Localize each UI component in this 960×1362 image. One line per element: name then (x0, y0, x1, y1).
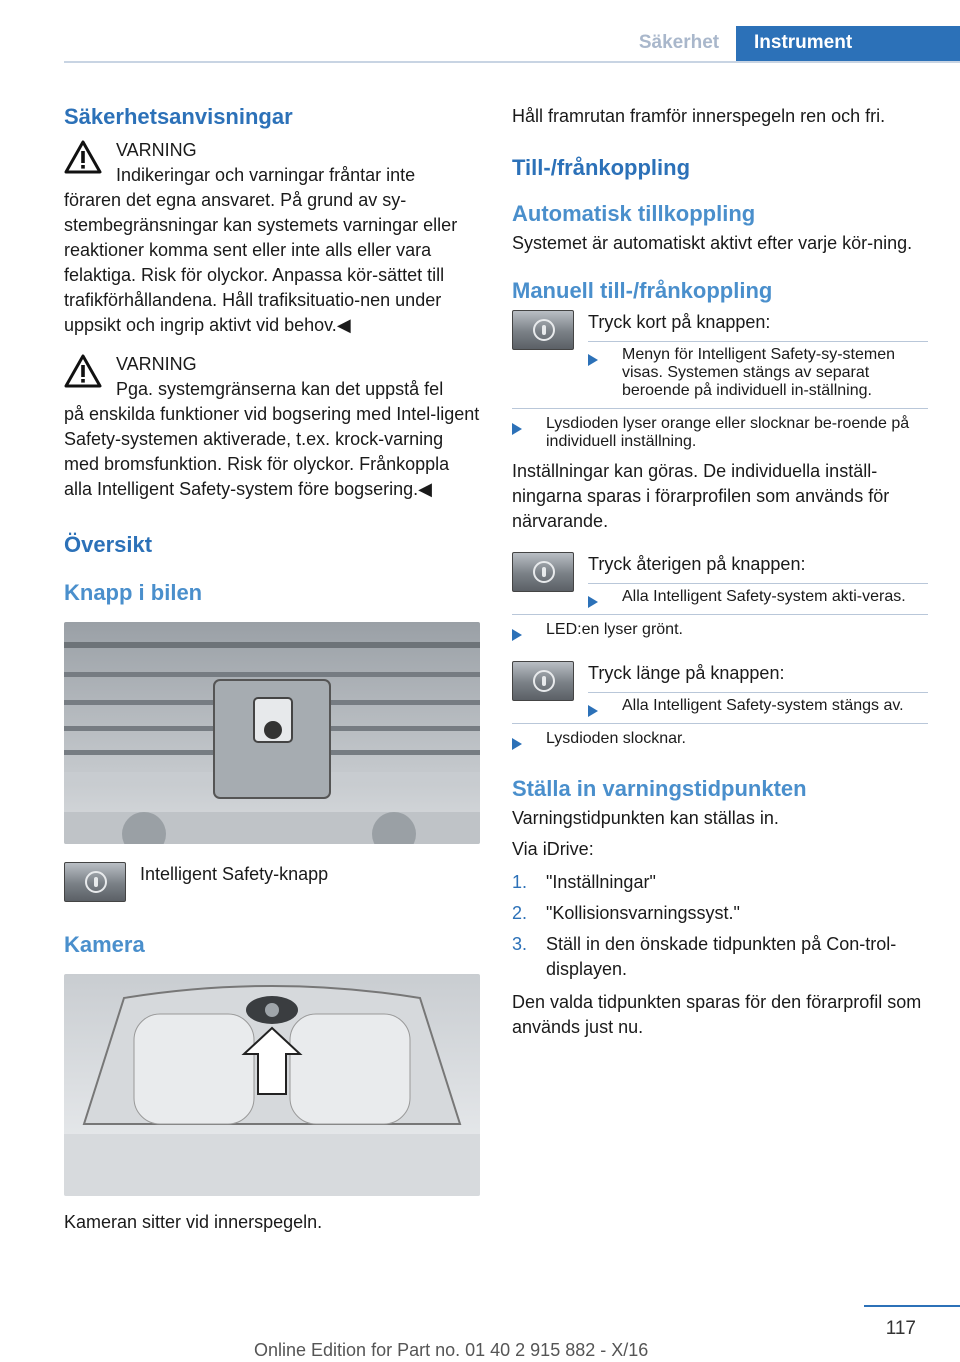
bullet-divider (512, 723, 928, 724)
list-item: Alla Intelligent Safety-system akti-veras. (588, 588, 928, 606)
triangle-bullet-icon (512, 738, 522, 750)
triangle-bullet-icon (512, 629, 522, 641)
press-short-text: Tryck kort på knappen: (588, 312, 771, 332)
triangle-bullet-icon (588, 705, 598, 717)
bullet-divider (512, 408, 928, 409)
press-long-text: Tryck länge på knappen: (588, 663, 785, 683)
settings-text: Inställningar kan göras. De individuella inställ-ningarna sparas i förarprofilen som används för närvarande. (512, 461, 890, 531)
warning-block (64, 352, 480, 502)
auto-text: Systemet är automatiskt aktivt efter varje kör-ning. (512, 233, 913, 253)
warning-triangle-icon (64, 140, 102, 174)
list-item: Menyn för Intelligent Safety-sy-stemen visas. Systemen stängs av separat beroende på individuell in-ställning. (588, 346, 928, 400)
press-again-row (512, 552, 928, 606)
list-item: 2. "Kollisionsvarningssyst." (512, 903, 740, 923)
warning-line: Pga. systemgränserna kan det uppstå fel (116, 379, 444, 399)
tab-instrument: Instrument (736, 26, 960, 62)
list-item: Lysdioden lyser orange eller slocknar be-roende på individuell inställning. (512, 415, 928, 451)
right-column (512, 98, 928, 1040)
intelligent-safety-button-icon (64, 862, 126, 902)
warning-line: Indikeringar och varningar fråntar inte (116, 165, 416, 185)
page-header (0, 0, 960, 62)
dashboard-photo (64, 622, 480, 844)
footer-rule (864, 1305, 960, 1307)
intro-text: Håll framrutan framför innerspegeln ren och fri. (512, 106, 886, 126)
list-item: 1. "Inställningar" (512, 872, 656, 892)
bullet-divider (588, 341, 928, 342)
warning-text: på enskilda funktioner vid bogsering med Intel-ligent Safety-systemen aktiverade, t.ex. krock-varning med bromsfunktion. Risk för olyckor. Frånkoppla alla Intelligent Safety-system före bogsering.◀ (64, 404, 480, 499)
press-short-row (512, 310, 928, 400)
intelligent-safety-button-icon (512, 310, 574, 350)
tab-section: Säkerhet (638, 32, 720, 53)
warning-title: VARNING (116, 140, 197, 160)
page-number: 117 (885, 1318, 916, 1339)
warning-title: VARNING (116, 354, 197, 374)
via-idrive-text: Via iDrive: (512, 839, 594, 859)
list-item: LED:en lyser grönt. (512, 621, 928, 639)
intelligent-safety-button-icon (512, 552, 574, 592)
steps-list (512, 870, 928, 982)
intelligent-safety-button-icon (512, 661, 574, 701)
list-item: Lysdioden slocknar. (512, 730, 928, 748)
camera-heading: Kamera (64, 932, 145, 957)
safety-heading: Säkerhetsanvisningar (64, 104, 293, 129)
button-caption: Intelligent Safety-knapp (140, 864, 329, 884)
button-heading: Knapp i bilen (64, 580, 203, 605)
safety-button-row (64, 862, 480, 906)
triangle-bullet-icon (588, 354, 598, 366)
warning-time-heading: Ställa in varningstidpunkten (512, 776, 807, 801)
auto-heading: Automatisk tillkoppling (512, 201, 756, 226)
camera-photo (64, 974, 480, 1196)
camera-caption: Kameran sitter vid innerspegeln. (64, 1212, 323, 1232)
closing-text: Den valda tidpunkten sparas för den förarprofil som används just nu. (512, 992, 922, 1037)
warning-triangle-icon (64, 354, 102, 388)
bullet-divider (588, 583, 928, 584)
list-item: Alla Intelligent Safety-system stängs av. (588, 697, 928, 715)
manual-heading: Manuell till-/frånkoppling (512, 278, 773, 303)
press-again-text: Tryck återigen på knappen: (588, 554, 806, 574)
triangle-bullet-icon (588, 596, 598, 608)
warning-time-text: Varningstidpunkten kan ställas in. (512, 808, 779, 828)
overview-heading: Översikt (64, 532, 153, 557)
bullet-divider (512, 614, 928, 615)
warning-block (64, 138, 480, 338)
header-rule (64, 61, 960, 63)
edition-text: Online Edition for Part no. 01 40 2 915 882 - X/16 (254, 1340, 649, 1360)
bullet-divider (588, 692, 928, 693)
list-item: 3. Ställ in den önskade tidpunkten på Con-trol-displayen. (512, 934, 897, 979)
toggle-heading: Till-/frånkoppling (512, 155, 691, 180)
warning-text: föraren det egna ansvaret. På grund av sy-stembegränsningar kan systemets varningar eller reaktioner komma sent eller inte alls eller vara felaktiga. Risk för olyckor. Anpassa kör-sättet till trafikförhållandena. Håll trafiksituatio-nen under uppsikt och ingrip aktivt vid behov.◀ (64, 190, 458, 335)
left-column (64, 98, 480, 1235)
triangle-bullet-icon (512, 423, 522, 435)
press-long-row (512, 661, 928, 715)
